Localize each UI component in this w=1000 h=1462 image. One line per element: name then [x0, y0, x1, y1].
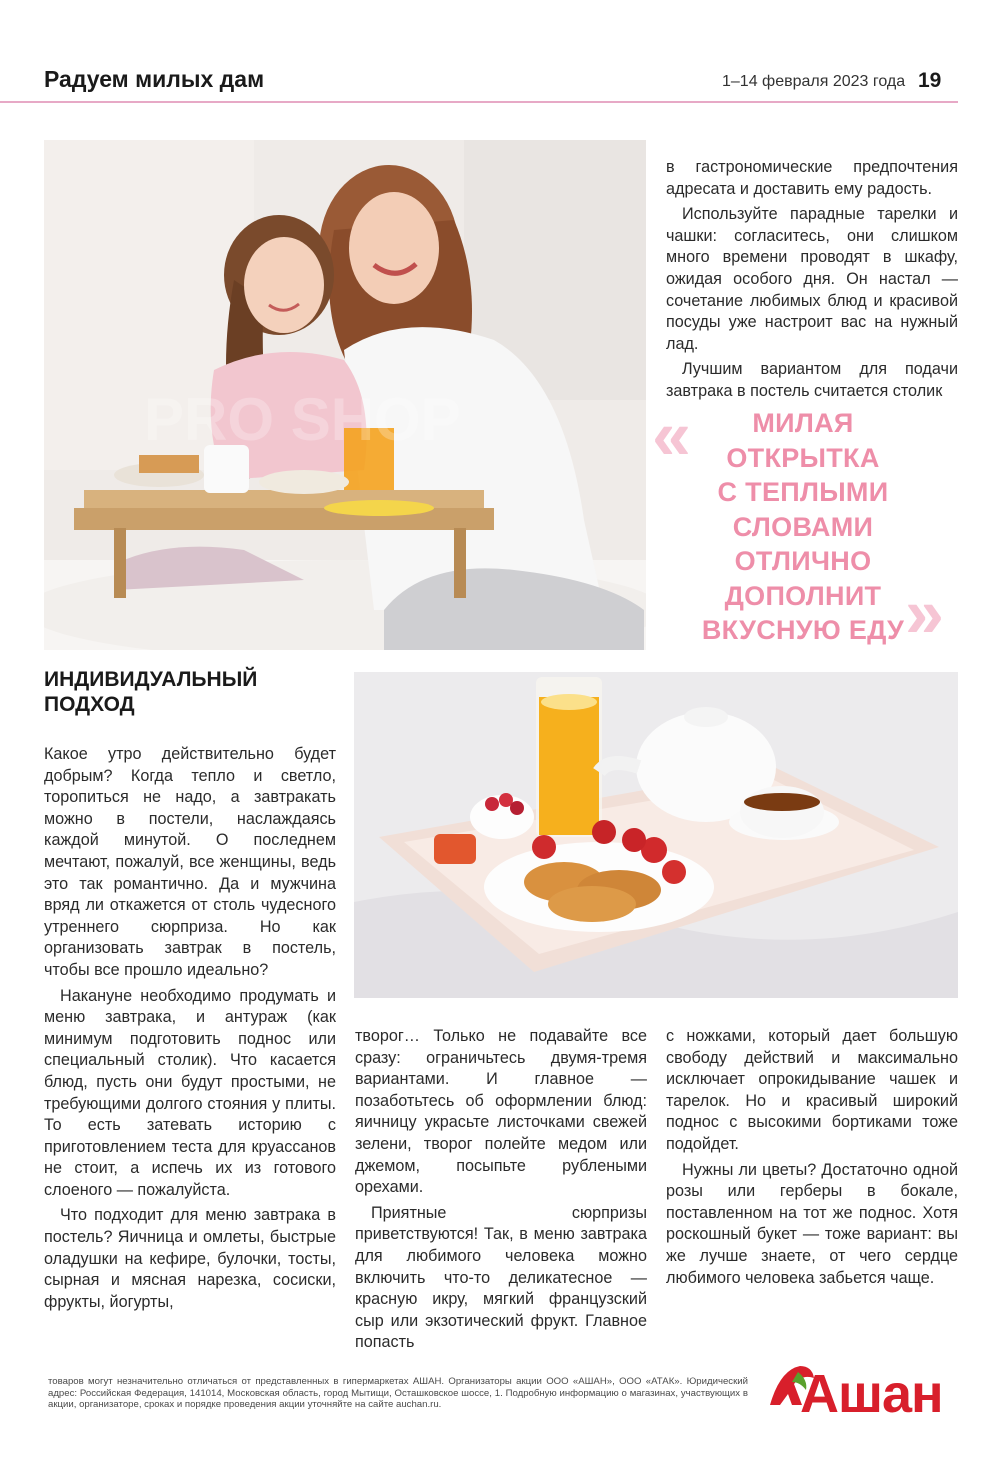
issue-date: 1–14 февраля 2023 года [722, 73, 906, 90]
pull-quote [670, 406, 936, 648]
paragraph: с ножками, который дает большую свободу действий и максимально исключает опрокидывание чашек и тарелок. Но и красивый широкий поднос с высокими бортиками тоже подойдет. [666, 1027, 958, 1153]
pull-quote-line: ОТЛИЧНО [734, 546, 872, 576]
paragraph: Приятные сюрпризы приветствуются! Так, в меню завтрака для любимого человека можно включить что-то деликатесное — красную икру, мягкий французский сыр или экзотический фрукт. Главное попасть [355, 1203, 647, 1352]
svg-text:PRO SHOP: PRO SHOP [144, 386, 461, 453]
photo-mother-daughter-illustration [44, 140, 646, 650]
article-column-left [44, 744, 336, 1317]
pull-quote-line: СЛОВАМИ [732, 511, 874, 542]
paragraph: в гастрономические предпочтения адресата и доставить ему радость. [666, 158, 958, 198]
article-column-middle [355, 1026, 647, 1358]
quote-open-mark: « [652, 396, 691, 474]
paragraph: Используйте парадные тарелки и чашки: согласитесь, они слишком много времени проводят в шкафу, ожидая особого дня. Он настал — сочетание любимых блюд и красивой посуды уже настроит вас на нужный лад. [666, 205, 958, 353]
legal-disclaimer: товаров могут незначительно отличаться от представленных в гипермаркетах АШАН. Организаторы акции ООО «АШАН», ООО «АТАК». Юридический адрес: Российская Федерация, 141014, Московская область, город Мытищи, Осташковское шоссе, 1. Подробную информацию о магазинах, участвующих в акции, организаторе, сроках и порядке проведения акции уточняйте на сайте auchan.ru. [48, 1376, 748, 1411]
pull-quote-line: МИЛАЯ [752, 408, 854, 438]
header-divider [0, 101, 958, 103]
paragraph: творог… Только не подавайте все сразу: ограничьтесь двумя-тремя вариантами. И главное — позаботьтесь об оформлении блюд: яичницу украсьте листочками свежей зелени, творог полейте медом или джемом, посыпьте рублеными орехами. [355, 1027, 647, 1197]
photo-breakfast-tray [354, 672, 958, 998]
pull-quote-line: ВКУСНУЮ ЕДУ [701, 615, 905, 645]
paragraph: Лучшим вариантом для подачи завтрака в постель считается столик [666, 360, 958, 400]
photo-breakfast-tray-illustration [354, 672, 958, 998]
auchan-logo-text: Ашан [800, 1364, 943, 1424]
pull-quote-line: ОТКРЫТКА [726, 442, 880, 473]
section-title: Радуем милых дам [44, 66, 265, 92]
pull-quote-line: ДОПОЛНИТ [724, 580, 882, 611]
article-column-top-right [666, 157, 958, 407]
heading-line: ПОДХОД [44, 693, 135, 716]
section-heading [44, 667, 334, 717]
paragraph: Что подходит для меню завтрака в постель? Яичница и омлеты, быстрые оладушки на кефире, булочки, тосты, сырная и мясная нарезка, сосиски, фрукты, йогурты, [44, 1206, 336, 1311]
paragraph: Накануне необходимо продумать и меню завтрака, и антураж (как минимум подготовить поднос или специальный столик). Что касается блюд, пусть они будут простыми, не требующими долгого стояния у плиты. То есть затевать историю с приготовлением теста для круассанов не стоит, а испечь их из готового слоеного — пожалуйста. [44, 986, 336, 1199]
quote-close-mark: » [905, 574, 944, 652]
photo-mother-daughter [44, 140, 646, 650]
pull-quote-line: С ТЕПЛЫМИ [717, 477, 889, 507]
heading-line: ИНДИВИДУАЛЬНЫЙ [44, 668, 258, 691]
page-number: 19 [918, 69, 942, 92]
paragraph: Нужны ли цветы? Достаточно одной розы или герберы в бокале, поставленном на тот же поднос. Хотя роскошный букет — тоже вариант: вы же лучше знаете, от чего сердце любимого человека забьется чаще. [666, 1160, 958, 1287]
paragraph: Какое утро действительно будет добрым? Когда тепло и светло, торопиться не надо, а завтракать можно в постели, наслаждаясь каждой минутой. О последнем мечтают, пожалуй, все женщины, ведь это так романтично. Да и мужчина вряд ли откажется от столь чудесного утреннего сюрприза. Но как организовать завтрак в постель, чтобы все прошло идеально? [44, 745, 336, 979]
article-column-right [666, 1026, 958, 1293]
